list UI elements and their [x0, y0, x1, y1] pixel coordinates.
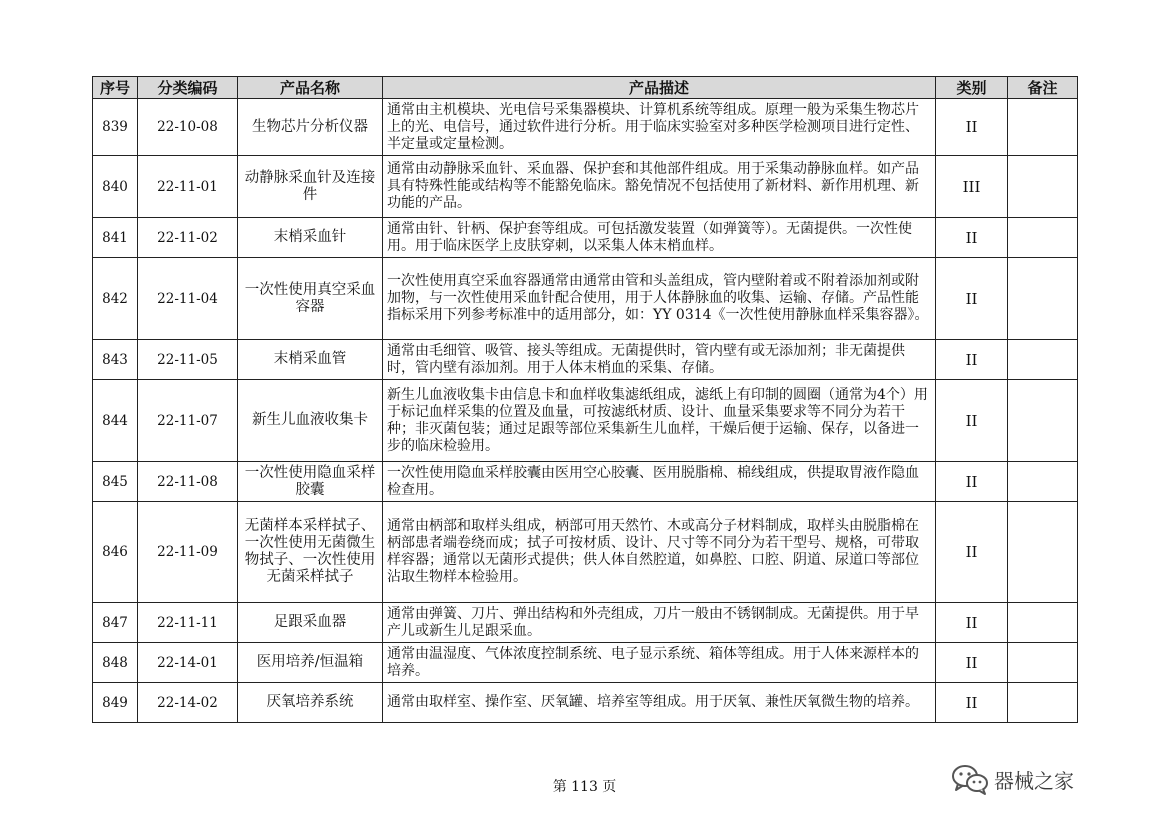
row-class: III [936, 156, 1008, 218]
table-row [93, 683, 1078, 723]
row-desc: 通常由毛细管、吸管、接头等组成。无菌提供时，管内壁有或无添加剂；非无菌提供时，管内壁有添加剂。用于人体末梢血的采集、存储。 [383, 340, 936, 380]
row-desc: 一次性使用真空采血容器通常由通常由管和头盖组成，管内壁附着或不附着添加剂或附加物，与一次性使用采血针配合使用，用于人体静脉血的收集、运输、存储。产品性能指标采用下列参考标准中的适用部分，如：YY 0314《一次性使用静脉血样采集容器》。 [383, 258, 936, 340]
row-name: 一次性使用隐血采样胶囊 [238, 462, 383, 502]
row-seq: 840 [93, 156, 138, 218]
page-number: 第 113 页 [552, 779, 617, 795]
row-note [1008, 218, 1078, 258]
row-name: 末梢采血管 [238, 340, 383, 380]
row-note [1008, 643, 1078, 683]
row-desc: 通常由温湿度、气体浓度控制系统、电子显示系统、箱体等组成。用于人体来源样本的培养。 [383, 643, 936, 683]
row-note [1008, 99, 1078, 156]
row-seq: 845 [93, 462, 138, 502]
row-note [1008, 683, 1078, 723]
header-class: 类别 [936, 77, 1008, 99]
row-note [1008, 380, 1078, 462]
row-name: 一次性使用真空采血容器 [238, 258, 383, 340]
row-code: 22-14-02 [138, 683, 238, 723]
row-class: II [936, 99, 1008, 156]
row-code: 22-11-09 [138, 502, 238, 603]
row-class: II [936, 340, 1008, 380]
row-class: II [936, 643, 1008, 683]
row-name: 足跟采血器 [238, 603, 383, 643]
row-name: 生物芯片分析仪器 [238, 99, 383, 156]
row-code: 22-14-01 [138, 643, 238, 683]
row-code: 22-11-11 [138, 603, 238, 643]
row-class: II [936, 462, 1008, 502]
row-name: 末梢采血针 [238, 218, 383, 258]
row-desc: 一次性使用隐血采样胶囊由医用空心胶囊、医用脱脂棉、棉线组成，供提取胃液作隐血检查用。 [383, 462, 936, 502]
row-class: II [936, 502, 1008, 603]
table-header-row [93, 77, 1078, 99]
row-note [1008, 340, 1078, 380]
row-seq: 843 [93, 340, 138, 380]
row-desc: 通常由取样室、操作室、厌氧罐、培养室等组成。用于厌氧、兼性厌氧微生物的培养。 [383, 683, 936, 723]
row-code: 22-10-08 [138, 99, 238, 156]
row-code: 22-11-04 [138, 258, 238, 340]
row-seq: 839 [93, 99, 138, 156]
row-seq: 846 [93, 502, 138, 603]
row-code: 22-11-01 [138, 156, 238, 218]
wechat-icon [950, 762, 990, 796]
header-name: 产品名称 [238, 77, 383, 99]
table-row [93, 462, 1078, 502]
row-code: 22-11-08 [138, 462, 238, 502]
row-code: 22-11-07 [138, 380, 238, 462]
table-row [93, 603, 1078, 643]
row-name: 厌氧培养系统 [238, 683, 383, 723]
header-code: 分类编码 [138, 77, 238, 99]
row-seq: 848 [93, 643, 138, 683]
row-code: 22-11-05 [138, 340, 238, 380]
row-seq: 844 [93, 380, 138, 462]
row-desc: 通常由主机模块、光电信号采集器模块、计算机系统等组成。原理一般为采集生物芯片上的光、电信号，通过软件进行分析。用于临床实验室对多种医学检测项目进行定性、半定量或定量检测。 [383, 99, 936, 156]
header-seq: 序号 [93, 77, 138, 99]
row-class: II [936, 380, 1008, 462]
row-seq: 847 [93, 603, 138, 643]
row-class: II [936, 218, 1008, 258]
row-desc: 通常由柄部和取样头组成，柄部可用天然竹、木或高分子材料制成，取样头由脱脂棉在柄部患者端卷绕而成；拭子可按材质、设计、尺寸等不同分为若干型号、规格，可带取样容器；通常以无菌形式提供；供人体自然腔道，如鼻腔、口腔、阴道、尿道口等部位沾取生物样本检验用。 [383, 502, 936, 603]
row-note [1008, 156, 1078, 218]
row-seq: 841 [93, 218, 138, 258]
row-desc: 通常由弹簧、刀片、弹出结构和外壳组成，刀片一般由不锈钢制成。无菌提供。用于早产儿或新生儿足跟采血。 [383, 603, 936, 643]
product-catalog-table [92, 76, 1078, 723]
row-name: 医用培养/恒温箱 [238, 643, 383, 683]
row-seq: 842 [93, 258, 138, 340]
row-class: II [936, 258, 1008, 340]
row-seq: 849 [93, 683, 138, 723]
row-name: 新生儿血液收集卡 [238, 380, 383, 462]
row-name: 无菌样本采样拭子、一次性使用无菌微生物拭子、一次性使用无菌采样拭子 [238, 502, 383, 603]
header-note: 备注 [1008, 77, 1078, 99]
table-row [93, 218, 1078, 258]
row-class: II [936, 603, 1008, 643]
row-note [1008, 258, 1078, 340]
row-desc: 新生儿血液收集卡由信息卡和血样收集滤纸组成，滤纸上有印制的圆圈（通常为4个）用于标记血样采集的位置及血量，可按滤纸材质、设计、血量采集要求等不同分为若干种；非灭菌包装；通过足跟等部位采集新生儿血样，干燥后便于运输、保存，以备进一步的临床检验用。 [383, 380, 936, 462]
row-note [1008, 502, 1078, 603]
header-desc: 产品描述 [383, 77, 936, 99]
table-row [93, 258, 1078, 340]
row-desc: 通常由针、针柄、保护套等组成。可包括激发装置（如弹簧等）。无菌提供。一次性使用。用于临床医学上皮肤穿刺，以采集人体末梢血样。 [383, 218, 936, 258]
wechat-watermark [950, 762, 1074, 796]
table-row [93, 99, 1078, 156]
table-row [93, 340, 1078, 380]
row-note [1008, 462, 1078, 502]
table-row [93, 643, 1078, 683]
row-class: II [936, 683, 1008, 723]
watermark-text: 器械之家 [994, 768, 1074, 793]
row-name: 动静脉采血针及连接件 [238, 156, 383, 218]
table-row [93, 156, 1078, 218]
row-code: 22-11-02 [138, 218, 238, 258]
table-row [93, 502, 1078, 603]
row-note [1008, 603, 1078, 643]
row-desc: 通常由动静脉采血针、采血器、保护套和其他部件组成。用于采集动静脉血样。如产品具有特殊性能或结构等不能豁免临床。豁免情况不包括使用了新材料、新作用机理、新功能的产品。 [383, 156, 936, 218]
table-row [93, 380, 1078, 462]
